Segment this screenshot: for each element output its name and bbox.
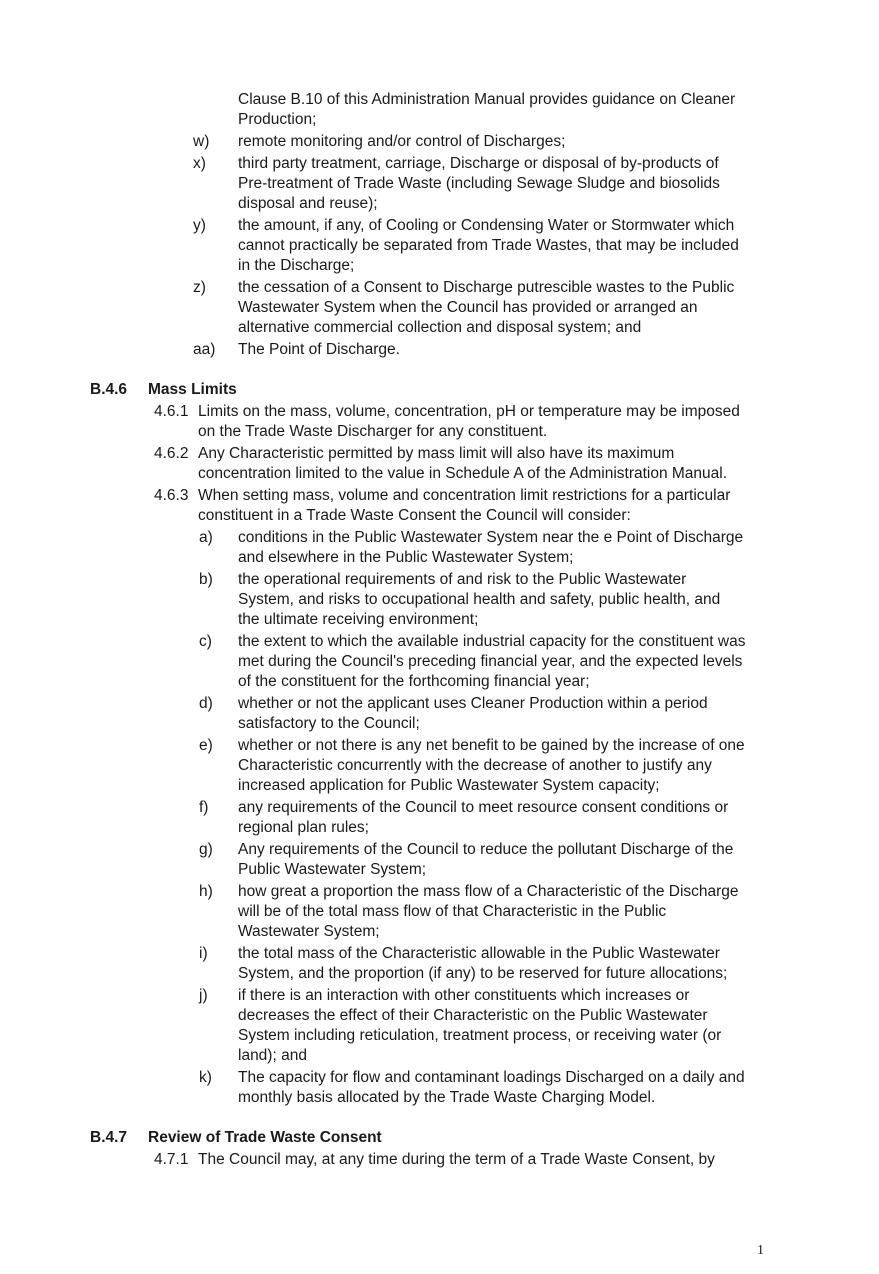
list-item-line: the operational requirements of and risk to the Public Wastewater — [238, 571, 687, 588]
list-item-line: land); and — [238, 1047, 307, 1064]
list-item-line: cannot practically be separated from Trade Wastes, that may be included — [238, 237, 739, 254]
list-item-line: of the constituent for the forthcoming financial year; — [238, 673, 590, 690]
list-item-line: third party treatment, carriage, Discharge or disposal of by-products of — [238, 155, 719, 172]
list-item-line: satisfactory to the Council; — [238, 715, 420, 732]
list-item-label: h) — [199, 883, 213, 900]
clause-line: Any Characteristic permitted by mass limit will also have its maximum — [198, 445, 675, 462]
list-item-line: Pre-treatment of Trade Waste (including Sewage Sludge and biosolids — [238, 175, 720, 192]
list-item-line: Public Wastewater System; — [238, 861, 427, 878]
list-item-line: conditions in the Public Wastewater System near the e Point of Discharge — [238, 529, 744, 546]
list-item-line: whether or not there is any net benefit to be gained by the increase of one — [238, 737, 745, 754]
list-item-label: z) — [193, 279, 206, 296]
clause-line: concentration limited to the value in Schedule A of the Administration Manual. — [198, 465, 728, 482]
list-item-line: remote monitoring and/or control of Discharges; — [238, 133, 566, 150]
list-item-label: j) — [199, 987, 208, 1004]
list-item-line: increased application for Public Wastewater System capacity; — [238, 777, 660, 794]
list-item-line: The capacity for flow and contaminant loadings Discharged on a daily and — [238, 1069, 745, 1086]
paragraph-line: Production; — [238, 111, 317, 128]
list-item-label: d) — [199, 695, 213, 712]
section-title: Review of Trade Waste Consent — [148, 1129, 382, 1146]
list-item-line: any requirements of the Council to meet resource consent conditions or — [238, 799, 729, 816]
list-item-label: g) — [199, 841, 213, 858]
section-title: Mass Limits — [148, 381, 237, 398]
list-item-line: if there is an interaction with other constituents which increases or — [238, 987, 690, 1004]
list-item-line: alternative commercial collection and disposal system; and — [238, 319, 642, 336]
list-item-line: met during the Council's preceding financial year, and the expected levels — [238, 653, 743, 670]
clause-number: 4.7.1 — [154, 1151, 189, 1168]
list-item-line: how great a proportion the mass flow of a Characteristic of the Discharge — [238, 883, 739, 900]
list-item-line: will be of the total mass flow of that Characteristic in the Public — [238, 903, 667, 920]
list-item-line: Characteristic concurrently with the decrease of another to justify any — [238, 757, 712, 774]
list-item-line: Any requirements of the Council to reduce the pollutant Discharge of the — [238, 841, 734, 858]
list-item-line: Wastewater System; — [238, 923, 380, 940]
list-item-line: Wastewater System when the Council has provided or arranged an — [238, 299, 698, 316]
list-item-line: the total mass of the Characteristic allowable in the Public Wastewater — [238, 945, 720, 962]
list-item-line: monthly basis allocated by the Trade Waste Charging Model. — [238, 1089, 656, 1106]
page-number: 1 — [757, 1243, 764, 1258]
list-item-label: y) — [193, 217, 206, 234]
list-item-line: System, and risks to occupational health and safety, public health, and — [238, 591, 721, 608]
clause-line: constituent in a Trade Waste Consent the Council will consider: — [198, 507, 631, 524]
list-item-line: System including reticulation, treatment process, or receiving water (or — [238, 1027, 722, 1044]
clause-line: The Council may, at any time during the term of a Trade Waste Consent, by — [198, 1151, 715, 1168]
clause-line: When setting mass, volume and concentration limit restrictions for a particular — [198, 487, 731, 504]
clause-line: Limits on the mass, volume, concentration, pH or temperature may be imposed — [198, 403, 740, 420]
list-item-line: whether or not the applicant uses Cleaner Production within a period — [238, 695, 708, 712]
list-item-label: x) — [193, 155, 206, 172]
list-item-label: c) — [199, 633, 212, 650]
list-item-label: k) — [199, 1069, 212, 1086]
section-number: B.4.6 — [90, 381, 128, 398]
list-item-line: The Point of Discharge. — [238, 341, 400, 358]
list-item-line: regional plan rules; — [238, 819, 369, 836]
section-number: B.4.7 — [90, 1129, 128, 1146]
list-item-line: System, and the proportion (if any) to be reserved for future allocations; — [238, 965, 728, 982]
clause-number: 4.6.2 — [154, 445, 189, 462]
list-item-label: aa) — [193, 341, 216, 358]
list-item-label: a) — [199, 529, 213, 546]
list-item-label: f) — [199, 799, 209, 816]
clause-line: on the Trade Waste Discharger for any constituent. — [198, 423, 548, 440]
list-item-label: w) — [193, 133, 210, 150]
list-item-line: in the Discharge; — [238, 257, 355, 274]
list-item-line: disposal and reuse); — [238, 195, 378, 212]
clause-number: 4.6.1 — [154, 403, 189, 420]
paragraph-line: Clause B.10 of this Administration Manual provides guidance on Cleaner — [238, 91, 736, 108]
list-item-line: the extent to which the available industrial capacity for the constituent was — [238, 633, 746, 650]
list-item-line: and elsewhere in the Public Wastewater System; — [238, 549, 574, 566]
list-item-line: the amount, if any, of Cooling or Condensing Water or Stormwater which — [238, 217, 735, 234]
list-item-label: b) — [199, 571, 213, 588]
list-item-label: e) — [199, 737, 213, 754]
list-item-line: the ultimate receiving environment; — [238, 611, 479, 628]
list-item-line: the cessation of a Consent to Discharge putrescible wastes to the Public — [238, 279, 735, 296]
clause-number: 4.6.3 — [154, 487, 189, 504]
list-item-label: i) — [199, 945, 208, 962]
list-item-line: decreases the effect of their Characteristic on the Public Wastewater — [238, 1007, 708, 1024]
